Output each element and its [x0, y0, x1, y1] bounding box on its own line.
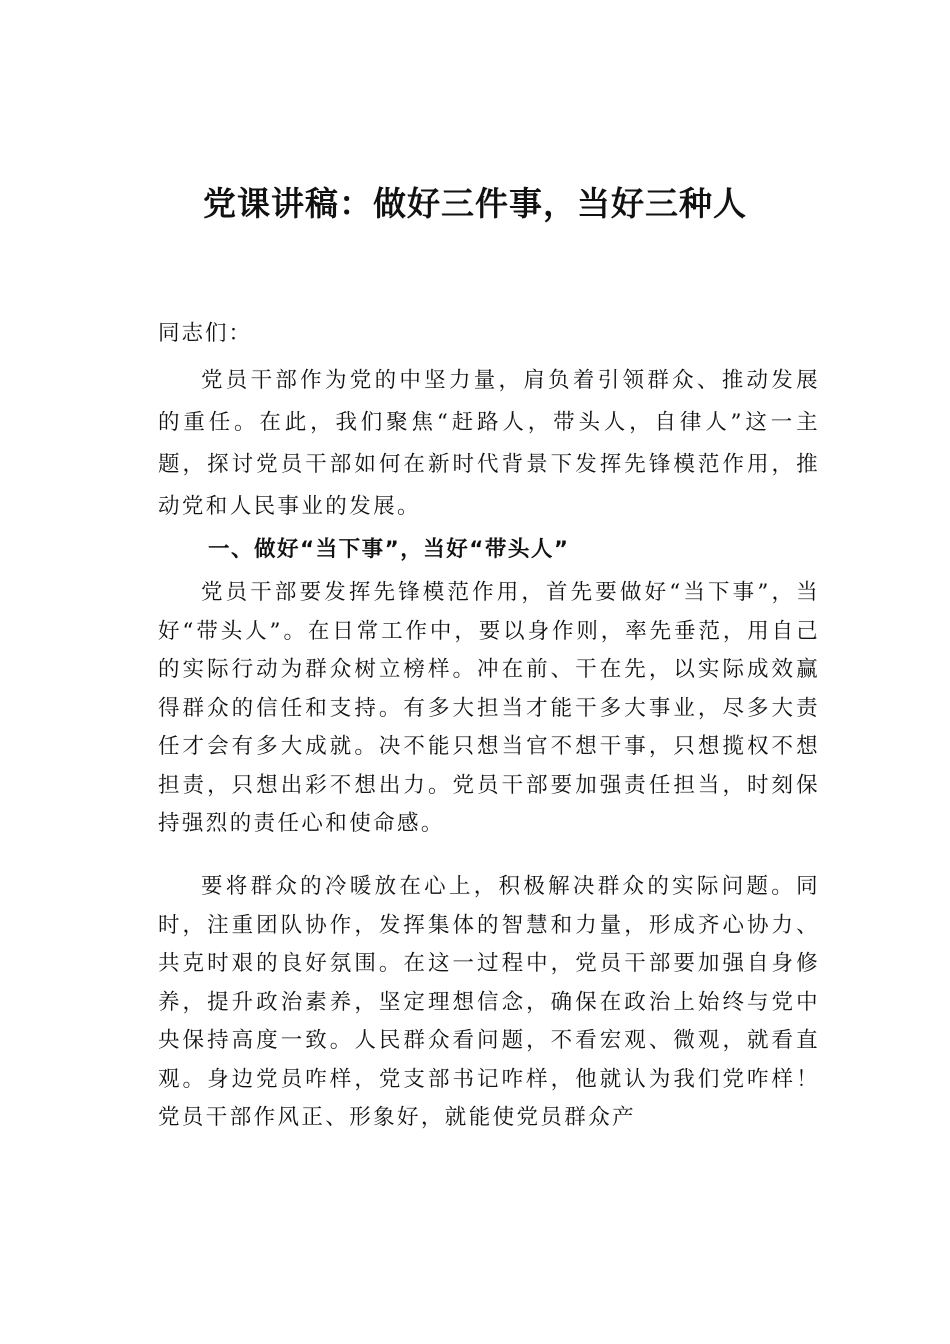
paragraph-section-2: 要将群众的冷暖放在心上，积极解决群众的实际问题。同时，注重团队协作，发挥集体的智慧和力量，形成齐心协力、共克时艰的良好氛围。在这一过程中，党员干部要加强自身修养，提升政治素养，坚定理想信念，确保在政治上始终与党中央保持高度一致。人民群众看问题，不看宏观、微观，就看直观。身边党员咋样，党支部书记咋样，他就认为我们党咋样！党员干部作风正、形象好，就能使党员群众产 — [158, 874, 820, 1130]
paragraph-intro: 党员干部作为党的中坚力量，肩负着引领群众、推动发展的重任。在此，我们聚焦“赶路人，带头人，自律人”这一主题，探讨党员干部如何在新时代背景下发挥先锋模范作用，推动党和人民事业的发展。 — [158, 368, 820, 519]
document-title: 党课讲稿：做好三件事，当好三种人 — [203, 184, 747, 223]
salutation: 同志们： — [158, 321, 253, 346]
section-heading: 一、做好“当下事”，当好“带头人” — [208, 537, 570, 562]
paragraph-section-1: 党员干部要发挥先锋模范作用，首先要做好“当下事”，当好“带头人”。在日常工作中，要以身作则，率先垂范，用自己的实际行动为群众树立榜样。冲在前、干在先，以实际成效赢得群众的信任和支持。有多大担当才能干多大事业，尽多大责任才会有多大成就。决不能只想当官不想干事，只想揽权不想担责，只想出彩不想出力。党员干部要加强责任担当，时刻保持强烈的责任心和使命感。 — [158, 580, 820, 836]
